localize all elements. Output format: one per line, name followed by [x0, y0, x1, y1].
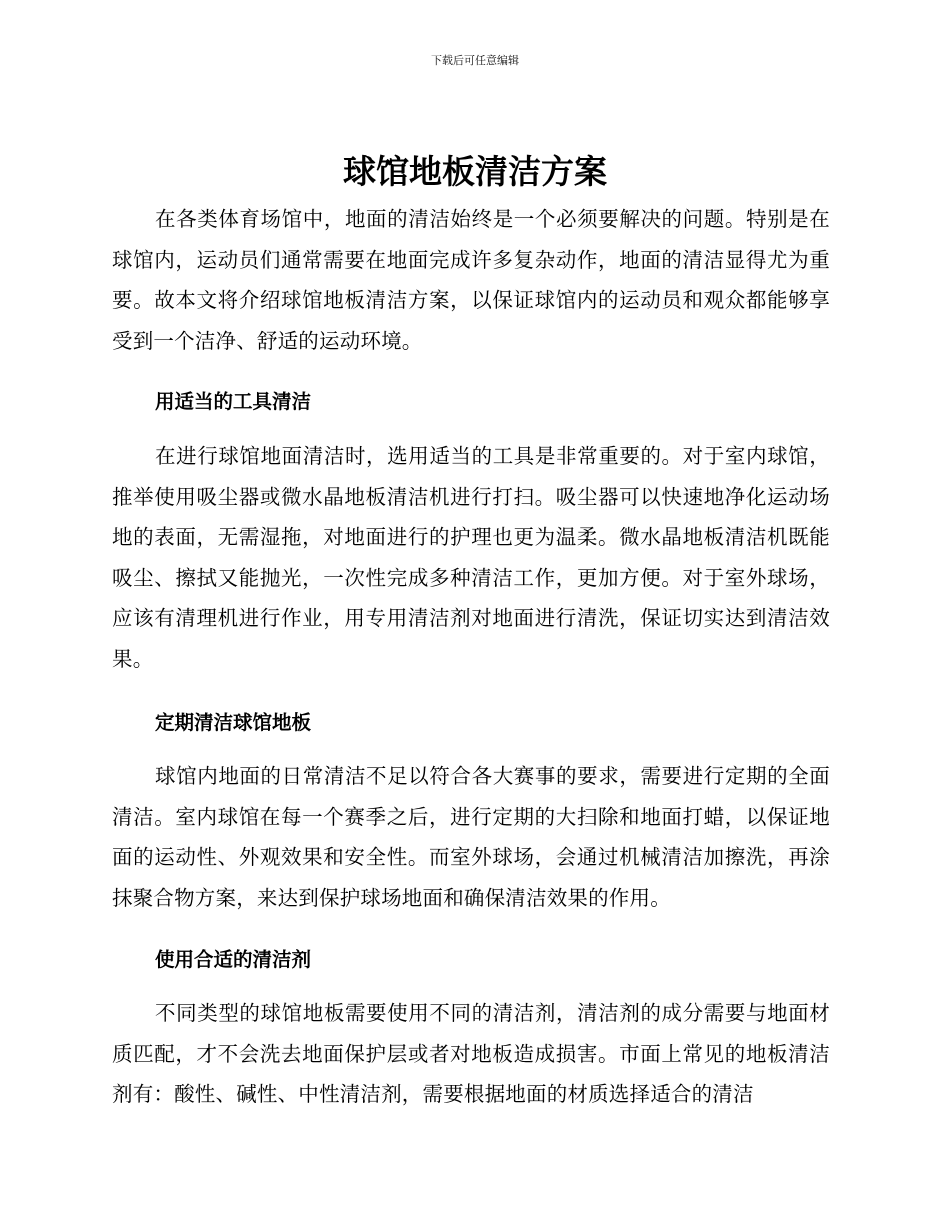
section-paragraph-regular-cleaning: 球馆内地面的日常清洁不足以符合各大赛事的要求，需要进行定期的全面清洁。室内球馆在每一个赛季之后，进行定期的大扫除和地面打蜡，以保证地面的运动性、外观效果和安全性。而室外球场，会通过机械清洁加擦洗，再涂抹聚合物方案，来达到保护球场地面和确保清洁效果的作用。: [112, 764, 830, 910]
section-paragraph-tools: 在进行球馆地面清洁时，选用适当的工具是非常重要的。对于室内球馆，推举使用吸尘器或微水晶地板清洁机进行打扫。吸尘器可以快速地净化运动场地的表面，无需湿拖，对地面进行的护理也更为温柔。微水晶地板清洁机既能吸尘、擦拭又能抛光，一次性完成多种清洁工作，更加方便。对于室外球场，应该有清理机进行作业，用专用清洁剂对地面进行清洗，保证切实达到清洁效果。: [112, 444, 830, 671]
page-title: 球馆地板清洁方案: [343, 152, 607, 191]
section-paragraph-detergent: 不同类型的球馆地板需要使用不同的清洁剂，清洁剂的成分需要与地面材质匹配，才不会洗去地面保护层或者对地板造成损害。市面上常见的地板清洁剂有：酸性、碱性、中性清洁剂，需要根据地面的材质选择适合的清洁: [112, 1001, 830, 1107]
section-heading-detergent: 使用合适的清洁剂: [155, 948, 312, 971]
intro-paragraph: 在各类体育场馆中，地面的清洁始终是一个必须要解决的问题。特别是在球馆内，运动员们通常需要在地面完成许多复杂动作，地面的清洁显得尤为重要。故本文将介绍球馆地板清洁方案，以保证球馆内的运动员和观众都能够享受到一个洁净、舒适的运动环境。: [112, 207, 830, 353]
section-heading-regular-cleaning: 定期清洁球馆地板: [155, 711, 312, 734]
page-header-note: 下载后可任意编辑: [431, 54, 519, 67]
section-heading-tools: 用适当的工具清洁: [155, 390, 312, 413]
